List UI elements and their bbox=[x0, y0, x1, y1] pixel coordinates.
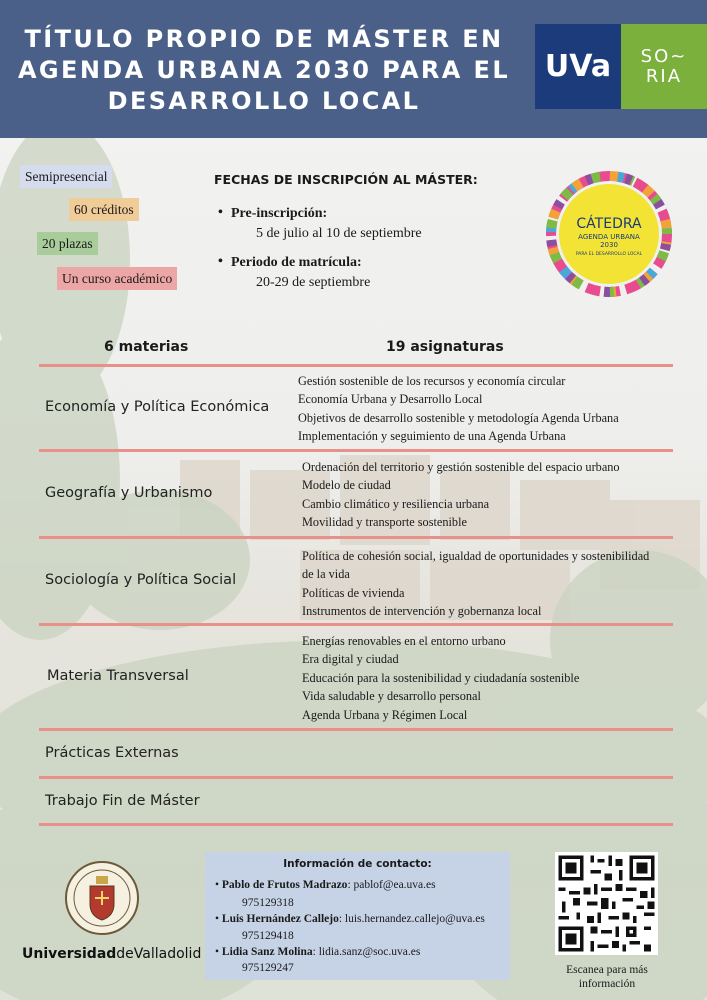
qr-caption bbox=[548, 963, 666, 991]
badge-modalidad: Semipresencial bbox=[20, 165, 112, 188]
row-divider bbox=[39, 823, 673, 826]
contact-email-link[interactable]: : lidia.sanz@soc.uva.es bbox=[312, 946, 421, 958]
materia-practicas: Prácticas Externas bbox=[45, 745, 179, 761]
list-item: Objetivos de desarrollo sostenible y metodología Agenda Urbana bbox=[298, 410, 619, 425]
contact-person-1: • Pablo de Frutos Madrazo: pablof@ea.uva.es bbox=[215, 879, 436, 891]
university-name-bold: Universidad bbox=[22, 946, 117, 962]
uva-logo-text: UVa bbox=[544, 49, 612, 84]
row-divider bbox=[39, 623, 673, 626]
soria-logo-line-2: RIA bbox=[645, 65, 683, 87]
row-divider bbox=[39, 728, 673, 731]
qr-caption-line-1: Escanea para más bbox=[566, 964, 648, 976]
column-header-asignaturas: 19 asignaturas bbox=[386, 339, 504, 355]
materia-tfm: Trabajo Fin de Máster bbox=[45, 793, 200, 809]
list-item: de la vida bbox=[302, 567, 350, 582]
contact-phone: 975129247 bbox=[242, 962, 294, 974]
header-banner bbox=[0, 0, 707, 138]
catedra-line-1: AGENDA URBANA bbox=[578, 233, 640, 241]
list-item: Cambio climático y resiliencia urbana bbox=[302, 496, 490, 511]
list-item: Gestión sostenible de los recursos y economía circular bbox=[298, 374, 566, 388]
contact-phone: 975129318 bbox=[242, 897, 294, 909]
contact-person-2: • Luis Hernández Callejo: luis.hernandez.callejo@uva.es bbox=[215, 913, 485, 925]
materia-geografia: Geografía y Urbanismo bbox=[45, 485, 213, 501]
bullet-icon: • bbox=[218, 254, 223, 269]
catedra-logo bbox=[543, 168, 675, 300]
list-item: Energías renovables en el entorno urbano bbox=[302, 634, 506, 648]
catedra-line-3: PARA EL DESARROLLO LOCAL bbox=[575, 252, 643, 257]
list-item: Ordenación del territorio y gestión sostenible del espacio urbano bbox=[302, 460, 620, 474]
asignaturas-sociologia bbox=[302, 547, 649, 621]
title-line-3: DESARROLLO LOCAL bbox=[107, 87, 421, 115]
contact-name: Pablo de Frutos Madrazo bbox=[221, 879, 348, 891]
list-item: Agenda Urbana y Régimen Local bbox=[302, 707, 468, 722]
row-divider bbox=[39, 449, 673, 452]
row-divider bbox=[39, 536, 673, 539]
matricula-label: Periodo de matrícula: bbox=[231, 255, 362, 270]
contact-name: Luis Hernández Callejo bbox=[221, 913, 339, 925]
preinscripcion-label: Pre-inscripción: bbox=[231, 206, 328, 221]
uva-logo bbox=[535, 24, 621, 109]
qr-caption-line-2: información bbox=[578, 978, 636, 990]
university-name bbox=[22, 946, 201, 962]
materia-economia: Economía y Política Económica bbox=[45, 399, 270, 415]
qr-code-icon[interactable] bbox=[555, 852, 658, 955]
materia-transversal: Materia Transversal bbox=[47, 668, 189, 684]
contact-email-link[interactable]: : luis.hernandez.callejo@uva.es bbox=[338, 913, 485, 925]
asignaturas-economia bbox=[298, 372, 619, 446]
university-crest-icon bbox=[62, 858, 142, 938]
list-item: Implementación y seguimiento de una Agenda Urbana bbox=[298, 429, 566, 444]
matricula-dates: 20-29 de septiembre bbox=[256, 275, 371, 290]
materia-sociologia: Sociología y Política Social bbox=[45, 572, 237, 588]
catedra-line-2: 2030 bbox=[600, 241, 618, 249]
contact-name: Lidia Sanz Molina bbox=[221, 946, 313, 958]
list-item: Educación para la sostenibilidad y ciudadanía sostenible bbox=[302, 670, 580, 685]
contact-phone: 975129418 bbox=[242, 930, 294, 942]
contact-person-3: • Lidia Sanz Molina: lidia.sanz@soc.uva.es bbox=[215, 946, 421, 958]
badge-creditos: 60 créditos bbox=[69, 198, 139, 221]
contact-email-link[interactable]: : pablof@ea.uva.es bbox=[347, 879, 436, 891]
asignaturas-transversal bbox=[302, 632, 579, 724]
soria-logo bbox=[621, 24, 707, 109]
title-line-2: AGENDA URBANA 2030 PARA EL bbox=[17, 56, 511, 84]
list-item: Vida saludable y desarrollo personal bbox=[302, 689, 481, 704]
enrollment-title: FECHAS DE INSCRIPCIÓN AL MÁSTER: bbox=[214, 172, 478, 187]
university-name-rest: deValladolid bbox=[116, 946, 202, 962]
badge-duracion: Un curso académico bbox=[57, 267, 177, 290]
list-item: Modelo de ciudad bbox=[302, 478, 391, 493]
row-divider bbox=[39, 364, 673, 367]
list-item: Política de cohesión social, igualdad de oportunidades y sostenibilidad bbox=[302, 549, 650, 563]
preinscripcion-dates: 5 de julio al 10 de septiembre bbox=[256, 226, 422, 241]
title-line-1: TÍTULO PROPIO DE MÁSTER EN bbox=[24, 25, 504, 53]
contact-title: Información de contacto: bbox=[283, 858, 432, 870]
list-item: Movilidad y transporte sostenible bbox=[302, 515, 467, 530]
list-item: Políticas de vivienda bbox=[302, 585, 405, 600]
contact-box bbox=[205, 852, 510, 980]
bullet-icon: • bbox=[218, 205, 223, 220]
list-item: Economía Urbana y Desarrollo Local bbox=[298, 392, 483, 407]
list-item: Instrumentos de intervención y gobernanza local bbox=[302, 604, 542, 619]
badge-plazas: 20 plazas bbox=[37, 232, 98, 255]
row-divider bbox=[39, 776, 673, 779]
catedra-title: CÁTEDRA bbox=[576, 216, 642, 232]
asignaturas-geografia bbox=[302, 458, 620, 532]
page-title bbox=[14, 24, 514, 117]
column-header-materias: 6 materias bbox=[104, 339, 189, 355]
soria-logo-line-1: SO~ bbox=[640, 45, 688, 67]
list-item: Era digital y ciudad bbox=[302, 652, 399, 667]
